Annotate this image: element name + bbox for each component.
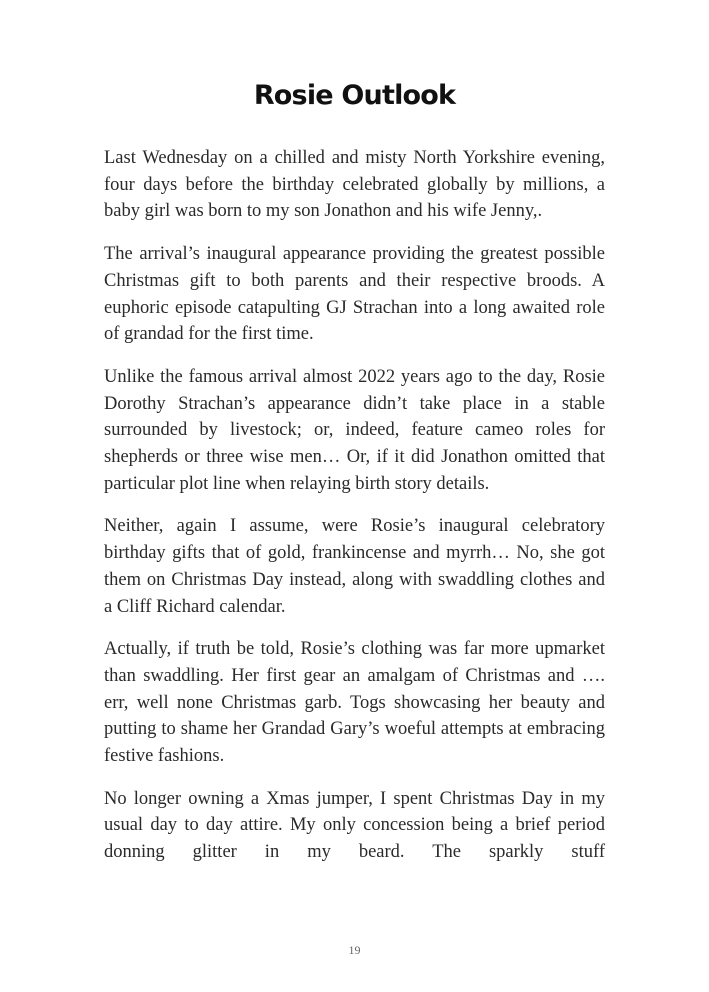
paragraph: The arrival’s inaugural appearance providing the greatest possible Christmas gift to both parents and their respective broods. A euphoric episode catapulting GJ Strachan into a long awaited role of grandad for the first time.: [104, 244, 605, 345]
paragraph: Actually, if truth be told, Rosie’s clothing was far more upmarket than swaddling. Her first gear an amalgam of Christmas and …. err, well none Christmas garb. Togs showcasing her beauty and putting to shame her Grandad Gary’s woeful attempts at embracing festive fashions.: [104, 639, 605, 767]
paragraph: Last Wednesday on a chilled and misty North Yorkshire evening, four days before the birthday celebrated globally by millions, a baby girl was born to my son Jonathon and his wife Jenny,.: [104, 148, 605, 222]
article-body: [104, 145, 605, 882]
paragraph: Unlike the famous arrival almost 2022 years ago to the day, Rosie Dorothy Strachan’s appearance didn’t take place in a stable surrounded by livestock; or, indeed, feature cameo roles for shepherds or three wise men… Or, if it did Jonathon omitted that particular plot line when relaying birth story details.: [104, 366, 605, 494]
page-number: 19: [348, 943, 361, 957]
page-title: Rosie Outlook: [253, 80, 456, 111]
paragraph: Neither, again I assume, were Rosie’s inaugural celebratory birthday gifts that of gold, frankincense and myrrh… No, she got them on Christmas Day instead, along with swaddling clothes and a Cliff Richard calendar.: [104, 516, 605, 617]
paragraph: No longer owning a Xmas jumper, I spent Christmas Day in my usual day to day attire. My only concession being a brief period donning glitter in my beard. The sparkly stuff: [104, 788, 605, 863]
